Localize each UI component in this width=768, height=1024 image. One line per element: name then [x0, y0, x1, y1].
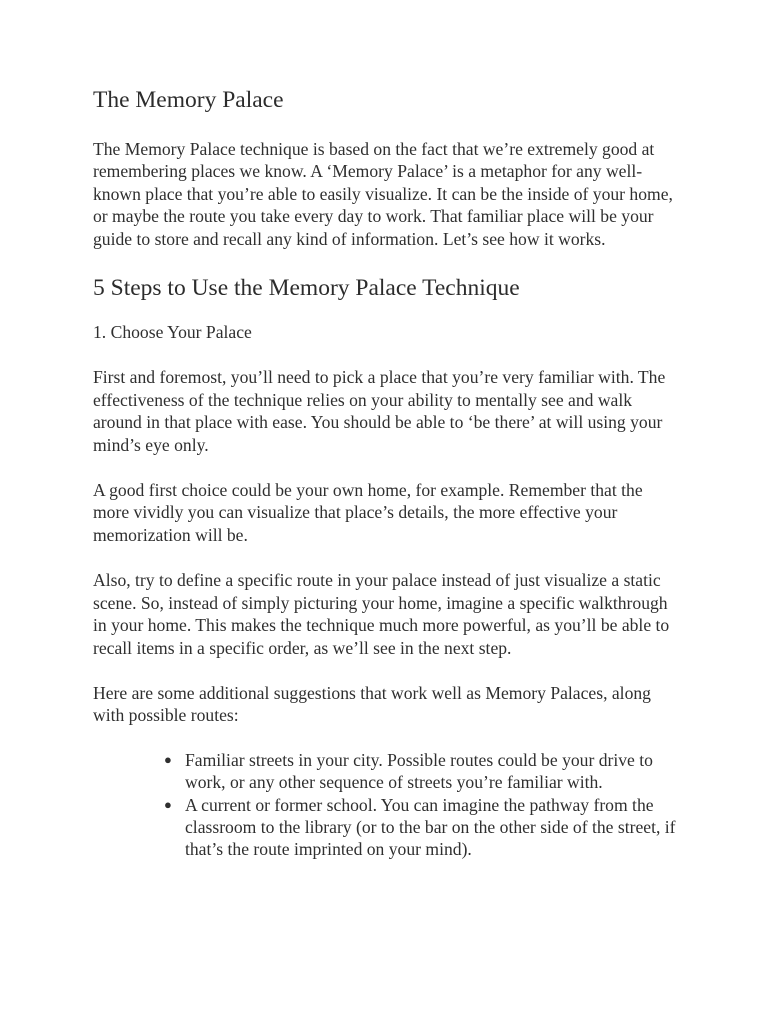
step-heading: 1. Choose Your Palace	[93, 322, 252, 343]
list-item-text: Familiar streets in your city. Possible routes could be your drive to work, or any other sequence of streets you’re familiar with.	[185, 749, 653, 793]
body-paragraph: First and foremost, you’ll need to pick a place that you’re very familiar with. The effectiveness of the technique relies on your ability to mentally see and walk around in that place with ease. You should be able to ‘be there’ at will using your mind’s eye only.	[93, 367, 666, 455]
bullet-icon: ●	[164, 796, 172, 812]
section-heading: 5 Steps to Use the Memory Palace Technique	[93, 275, 520, 302]
list-item-text: A current or former school. You can imagine the pathway from the classroom to the library (or to the bar on the other side of the street, if that’s the route imprinted on your mind).	[185, 794, 676, 860]
document-title: The Memory Palace	[93, 87, 284, 113]
body-paragraph: A good first choice could be your own home, for example. Remember that the more vividly you can visualize that place’s details, the more effective your memorization will be.	[93, 480, 643, 545]
body-paragraph: Here are some additional suggestions that work well as Memory Palaces, along with possible routes:	[93, 682, 651, 726]
bullet-icon: ●	[164, 751, 172, 767]
bullet-list	[93, 749, 683, 861]
intro-paragraph: The Memory Palace technique is based on the fact that we’re extremely good at remembering places we know. A ‘Memory Palace’ is a metaphor for any well-known place that you’re able to easily visualize. It can be the inside of your home, or maybe the route you take every day to work. That familiar place will be your guide to store and recall any kind of information. Let’s see how it works.	[93, 139, 673, 249]
document-page	[93, 84, 683, 861]
list-item	[164, 794, 683, 861]
body-paragraph: Also, try to define a specific route in your palace instead of just visualize a static scene. So, instead of simply picturing your home, imagine a specific walkthrough in your home. This makes the technique much more powerful, as you’ll be able to recall items in a specific order, as we’ll see in the next step.	[93, 570, 670, 658]
list-item	[164, 749, 683, 794]
